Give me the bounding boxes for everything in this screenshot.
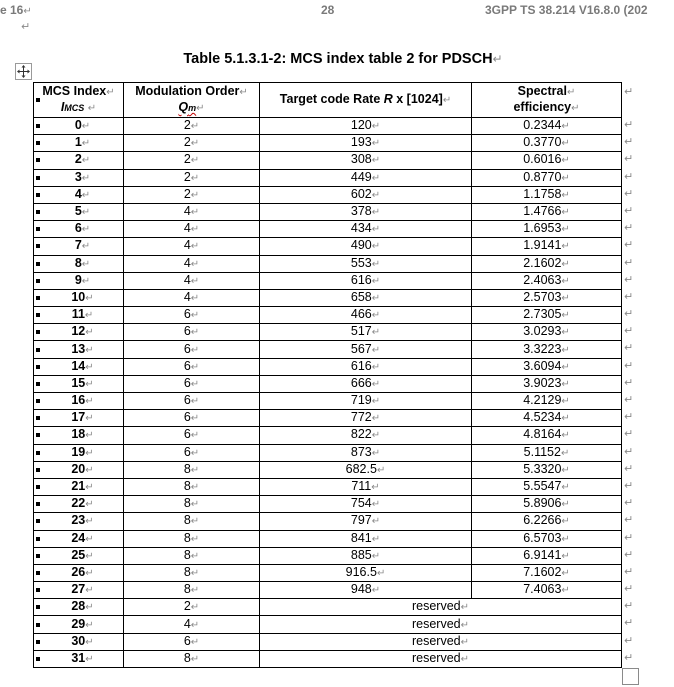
reserved-cell: reserved↵ <box>260 650 622 667</box>
target-code-rate-cell: 666↵ <box>260 375 472 392</box>
end-of-row-mark: ↵ <box>624 565 634 578</box>
table-row <box>34 444 622 461</box>
modulation-order-cell: 8↵ <box>124 530 260 547</box>
table-row <box>34 221 622 238</box>
row-bullet <box>36 296 40 300</box>
spectral-efficiency-cell: 6.9141↵ <box>472 547 622 564</box>
mcs-index-cell: 8↵ <box>34 255 124 272</box>
spectral-efficiency-cell: 5.8906↵ <box>472 496 622 513</box>
table-row <box>34 393 622 410</box>
target-code-rate-cell: 616↵ <box>260 272 472 289</box>
modulation-order-cell: 8↵ <box>124 582 260 599</box>
row-bullet <box>36 623 40 627</box>
end-of-row-mark: ↵ <box>624 548 634 561</box>
row-bullet <box>36 210 40 214</box>
end-of-row-mark: ↵ <box>624 119 634 131</box>
modulation-order-cell: 6↵ <box>124 427 260 444</box>
mcs-index-cell: 22↵ <box>34 496 124 513</box>
mcs-index-cell: 27↵ <box>34 582 124 599</box>
row-bullet <box>36 262 40 266</box>
row-bullet <box>36 399 40 403</box>
row-bullet <box>36 416 40 420</box>
row-bullet <box>36 571 40 575</box>
target-code-rate-cell: 822↵ <box>260 427 472 444</box>
table-row <box>34 203 622 220</box>
end-of-row-mark: ↵ <box>624 204 634 217</box>
end-of-row-mark: ↵ <box>624 428 634 441</box>
table-row <box>34 118 622 135</box>
mcs-index-cell: 7↵ <box>34 238 124 255</box>
end-of-row-mark: ↵ <box>624 583 634 596</box>
header-target-code-rate: Target code Rate R x [1024]↵ <box>260 83 472 118</box>
end-of-row-mark: ↵ <box>624 273 634 286</box>
table-row <box>34 496 622 513</box>
mcs-index-cell: 24↵ <box>34 530 124 547</box>
target-code-rate-cell: 308↵ <box>260 152 472 169</box>
modulation-order-cell: 4↵ <box>124 203 260 220</box>
spectral-efficiency-cell: 3.0293↵ <box>472 324 622 341</box>
modulation-order-cell: 8↵ <box>124 513 260 530</box>
mcs-index-cell: 17↵ <box>34 410 124 427</box>
mcs-index-cell: 0↵ <box>34 118 124 135</box>
spectral-efficiency-cell: 0.2344↵ <box>472 118 622 135</box>
table-row <box>34 135 622 152</box>
spectral-efficiency-cell: 5.3320↵ <box>472 461 622 478</box>
row-bullet <box>36 640 40 644</box>
header-modulation-order: Modulation Order↵ Qm↵ <box>124 83 260 118</box>
table-row-reserved <box>34 599 622 616</box>
modulation-order-cell: 8↵ <box>124 650 260 667</box>
mcs-index-cell: 26↵ <box>34 564 124 581</box>
row-bullet <box>36 605 40 609</box>
target-code-rate-cell: 449↵ <box>260 169 472 186</box>
end-of-row-mark: ↵ <box>624 222 634 235</box>
mcs-index-cell: 13↵ <box>34 341 124 358</box>
row-bullet <box>36 348 40 352</box>
modulation-order-cell: 8↵ <box>124 461 260 478</box>
modulation-order-cell: 6↵ <box>124 393 260 410</box>
target-code-rate-cell: 711↵ <box>260 478 472 495</box>
end-of-row-mark: ↵ <box>624 411 634 424</box>
modulation-order-cell: 2↵ <box>124 152 260 169</box>
target-code-rate-cell: 602↵ <box>260 186 472 203</box>
end-of-row-mark: ↵ <box>624 600 634 613</box>
mcs-index-table <box>33 82 622 668</box>
target-code-rate-cell: 719↵ <box>260 393 472 410</box>
spectral-efficiency-cell: 2.7305↵ <box>472 307 622 324</box>
end-of-row-mark: ↵ <box>624 531 634 544</box>
mcs-index-cell: 15↵ <box>34 375 124 392</box>
target-code-rate-cell: 378↵ <box>260 203 472 220</box>
end-of-row-mark: ↵ <box>624 239 634 252</box>
end-of-row-mark: ↵ <box>624 325 634 338</box>
modulation-order-cell: 2↵ <box>124 118 260 135</box>
table-row <box>34 530 622 547</box>
end-of-row-mark: ↵ <box>624 187 634 200</box>
target-code-rate-cell: 567↵ <box>260 341 472 358</box>
table-row <box>34 427 622 444</box>
spectral-efficiency-cell: 1.1758↵ <box>472 186 622 203</box>
mcs-index-cell: 21↵ <box>34 478 124 495</box>
table-row <box>34 238 622 255</box>
target-code-rate-cell: 434↵ <box>260 221 472 238</box>
end-of-row-mark: ↵ <box>624 514 634 527</box>
end-of-row-mark: ↵ <box>624 462 634 475</box>
spectral-efficiency-cell: 1.9141↵ <box>472 238 622 255</box>
end-of-row-mark: ↵ <box>624 290 634 303</box>
spectral-efficiency-cell: 0.3770↵ <box>472 135 622 152</box>
modulation-order-cell: 2↵ <box>124 599 260 616</box>
row-bullet <box>36 244 40 248</box>
mcs-index-cell: 6↵ <box>34 221 124 238</box>
end-of-row-mark: ↵ <box>624 308 634 321</box>
mcs-index-cell: 30↵ <box>34 633 124 650</box>
end-of-row-mark: ↵ <box>624 256 634 269</box>
end-of-row-mark: ↵ <box>624 445 634 458</box>
row-bullet <box>36 176 40 180</box>
table-row <box>34 513 622 530</box>
end-of-row-mark: ↵ <box>624 170 634 183</box>
modulation-order-cell: 2↵ <box>124 169 260 186</box>
row-bullet <box>36 588 40 592</box>
spectral-efficiency-cell: 7.4063↵ <box>472 582 622 599</box>
table-row <box>34 564 622 581</box>
spectral-efficiency-cell: 2.4063↵ <box>472 272 622 289</box>
spectral-efficiency-cell: 7.1602↵ <box>472 564 622 581</box>
end-of-row-mark: ↵ <box>624 394 634 406</box>
header-mcs-index: MCS Index↵ IMCS ↵ <box>34 83 124 118</box>
row-bullet <box>36 519 40 523</box>
modulation-order-cell: 4↵ <box>124 289 260 306</box>
modulation-order-cell: 6↵ <box>124 324 260 341</box>
row-bullet <box>36 433 40 437</box>
end-of-row-mark: ↵ <box>624 497 634 510</box>
row-bullet <box>36 330 40 334</box>
spectral-efficiency-cell: 1.4766↵ <box>472 203 622 220</box>
target-code-rate-cell: 120↵ <box>260 118 472 135</box>
row-bullet <box>36 227 40 231</box>
target-code-rate-cell: 873↵ <box>260 444 472 461</box>
mcs-index-cell: 2↵ <box>34 152 124 169</box>
table-row <box>34 582 622 599</box>
modulation-order-cell: 4↵ <box>124 238 260 255</box>
table-row-reserved <box>34 616 622 633</box>
target-code-rate-cell: 658↵ <box>260 289 472 306</box>
spectral-efficiency-cell: 3.6094↵ <box>472 358 622 375</box>
end-of-row-mark: ↵ <box>624 136 634 149</box>
end-of-row-mark: ↵ <box>624 479 634 492</box>
end-of-row-mark: ↵ <box>624 342 634 355</box>
table-row <box>34 169 622 186</box>
end-of-row-mark: ↵ <box>624 153 634 166</box>
target-code-rate-cell: 797↵ <box>260 513 472 530</box>
mcs-index-cell: 5↵ <box>34 203 124 220</box>
table-row-reserved <box>34 650 622 667</box>
spectral-efficiency-cell: 2.5703↵ <box>472 289 622 306</box>
spectral-efficiency-cell: 0.8770↵ <box>472 169 622 186</box>
row-bullet <box>36 451 40 455</box>
target-code-rate-cell: 841↵ <box>260 530 472 547</box>
mcs-index-cell: 10↵ <box>34 289 124 306</box>
target-code-rate-cell: 490↵ <box>260 238 472 255</box>
mcs-index-cell: 14↵ <box>34 358 124 375</box>
spectral-efficiency-cell: 2.1602↵ <box>472 255 622 272</box>
modulation-order-cell: 4↵ <box>124 255 260 272</box>
table-row <box>34 547 622 564</box>
spectral-efficiency-cell: 3.9023↵ <box>472 375 622 392</box>
spectral-efficiency-cell: 4.8164↵ <box>472 427 622 444</box>
table-row <box>34 186 622 203</box>
mcs-index-cell: 16↵ <box>34 393 124 410</box>
spectral-efficiency-cell: 1.6953↵ <box>472 221 622 238</box>
page-header-left: e 16↵ <box>0 3 32 17</box>
target-code-rate-cell: 885↵ <box>260 547 472 564</box>
table-header-row <box>34 83 622 118</box>
table-row <box>34 478 622 495</box>
target-code-rate-cell: 948↵ <box>260 582 472 599</box>
target-code-rate-cell: 916.5↵ <box>260 564 472 581</box>
mcs-index-cell: 1↵ <box>34 135 124 152</box>
mcs-index-cell: 19↵ <box>34 444 124 461</box>
modulation-order-cell: 6↵ <box>124 410 260 427</box>
table-row <box>34 410 622 427</box>
mcs-index-cell: 31↵ <box>34 650 124 667</box>
modulation-order-cell: 2↵ <box>124 135 260 152</box>
row-bullet <box>36 158 40 162</box>
target-code-rate-cell: 517↵ <box>260 324 472 341</box>
row-bullet <box>36 141 40 145</box>
mcs-index-cell: 23↵ <box>34 513 124 530</box>
mcs-index-cell: 3↵ <box>34 169 124 186</box>
modulation-order-cell: 6↵ <box>124 444 260 461</box>
table-row <box>34 324 622 341</box>
target-code-rate-cell: 553↵ <box>260 255 472 272</box>
modulation-order-cell: 4↵ <box>124 221 260 238</box>
row-bullet <box>36 657 40 661</box>
modulation-order-cell: 6↵ <box>124 633 260 650</box>
reserved-cell: reserved↵ <box>260 599 622 616</box>
row-bullet <box>36 313 40 317</box>
end-of-row-mark: ↵ <box>624 617 634 630</box>
modulation-order-cell: 6↵ <box>124 341 260 358</box>
header-spectral-efficiency: Spectral↵ efficiency↵ <box>472 83 622 118</box>
modulation-order-cell: 6↵ <box>124 307 260 324</box>
row-bullet <box>36 468 40 472</box>
row-bullet <box>36 365 40 369</box>
target-code-rate-cell: 193↵ <box>260 135 472 152</box>
modulation-order-cell: 8↵ <box>124 547 260 564</box>
target-code-rate-cell: 682.5↵ <box>260 461 472 478</box>
row-bullet <box>36 485 40 489</box>
mcs-index-cell: 4↵ <box>34 186 124 203</box>
end-of-row-mark: ↵ <box>624 86 634 98</box>
modulation-order-cell: 4↵ <box>124 616 260 633</box>
row-bullet <box>36 554 40 558</box>
mcs-index-cell: 12↵ <box>34 324 124 341</box>
table-row <box>34 289 622 306</box>
mcs-index-cell: 20↵ <box>34 461 124 478</box>
table-row <box>34 152 622 169</box>
mcs-index-cell: 25↵ <box>34 547 124 564</box>
row-bullet <box>36 502 40 506</box>
reserved-cell: reserved↵ <box>260 616 622 633</box>
table-row <box>34 341 622 358</box>
spectral-efficiency-cell: 5.5547↵ <box>472 478 622 495</box>
table-row <box>34 272 622 289</box>
spectral-efficiency-cell: 6.2266↵ <box>472 513 622 530</box>
spectral-efficiency-cell: 6.5703↵ <box>472 530 622 547</box>
modulation-order-cell: 8↵ <box>124 478 260 495</box>
target-code-rate-cell: 772↵ <box>260 410 472 427</box>
row-bullet <box>36 537 40 541</box>
table-resize-handle[interactable] <box>622 668 639 685</box>
modulation-order-cell: 2↵ <box>124 186 260 203</box>
table-row <box>34 358 622 375</box>
row-bullet <box>36 124 40 128</box>
spectral-efficiency-cell: 3.3223↵ <box>472 341 622 358</box>
table-row <box>34 461 622 478</box>
modulation-order-cell: 6↵ <box>124 375 260 392</box>
page-number: 28 <box>321 3 335 17</box>
spectral-efficiency-cell: 5.1152↵ <box>472 444 622 461</box>
table-row <box>34 375 622 392</box>
target-code-rate-cell: 754↵ <box>260 496 472 513</box>
row-bullet <box>36 279 40 283</box>
mcs-index-cell: 18↵ <box>34 427 124 444</box>
spectral-efficiency-cell: 0.6016↵ <box>472 152 622 169</box>
row-bullet <box>36 98 40 102</box>
paragraph-mark: ↵ <box>21 21 31 33</box>
mcs-index-cell: 28↵ <box>34 599 124 616</box>
end-of-row-mark: ↵ <box>624 376 634 389</box>
end-of-row-mark: ↵ <box>624 634 634 647</box>
mcs-index-cell: 11↵ <box>34 307 124 324</box>
end-of-row-mark: ↵ <box>624 359 634 372</box>
table-row-reserved <box>34 633 622 650</box>
spectral-efficiency-cell: 4.2129↵ <box>472 393 622 410</box>
modulation-order-cell: 4↵ <box>124 272 260 289</box>
target-code-rate-cell: 616↵ <box>260 358 472 375</box>
end-of-row-mark: ↵ <box>624 651 634 664</box>
page-header-right: 3GPP TS 38.214 V16.8.0 (202 <box>485 3 648 17</box>
table-caption: Table 5.1.3.1-2: MCS index table 2 for PDSCH↵ <box>183 51 503 67</box>
table-row <box>34 307 622 324</box>
mcs-index-cell: 29↵ <box>34 616 124 633</box>
modulation-order-cell: 6↵ <box>124 358 260 375</box>
target-code-rate-cell: 466↵ <box>260 307 472 324</box>
end-of-row-marks <box>624 82 638 667</box>
modulation-order-cell: 8↵ <box>124 564 260 581</box>
mcs-index-cell: 9↵ <box>34 272 124 289</box>
table-row <box>34 255 622 272</box>
spectral-efficiency-cell: 4.5234↵ <box>472 410 622 427</box>
row-bullet <box>36 193 40 197</box>
modulation-order-cell: 8↵ <box>124 496 260 513</box>
row-bullet <box>36 382 40 386</box>
reserved-cell: reserved↵ <box>260 633 622 650</box>
